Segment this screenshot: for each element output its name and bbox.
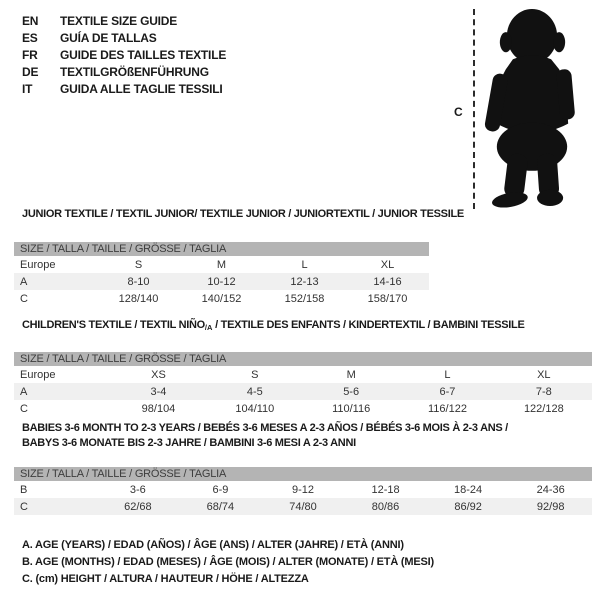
language-code: ES xyxy=(22,31,38,45)
language-label: GUIDA ALLE TAGLIE TESSILI xyxy=(60,82,223,96)
standing-toddler-silhouette-icon xyxy=(478,5,590,211)
table-title-text: JUNIOR TEXTILE / TEXTIL JUNIOR/ TEXTILE JUNIOR / JUNIORTEXTIL / JUNIOR TESSILE xyxy=(22,208,464,220)
height-measure-dashed-line xyxy=(473,9,475,209)
size-table xyxy=(14,467,592,515)
cell-value: 104/110 xyxy=(235,402,275,415)
cell-value: 80/86 xyxy=(371,500,400,513)
table-row xyxy=(14,498,592,515)
size-table-section-3 xyxy=(14,421,592,515)
row-label: C xyxy=(20,500,28,513)
table-row xyxy=(14,400,592,417)
cell-value: 86/92 xyxy=(454,500,482,513)
cell-value: L xyxy=(444,368,451,381)
table-row xyxy=(14,290,429,307)
cell-value: 110/116 xyxy=(332,402,371,415)
table-title-line xyxy=(22,207,464,222)
language-code: DE xyxy=(22,65,39,79)
cell-value: 152/158 xyxy=(284,292,325,305)
cell-value: 62/68 xyxy=(124,500,152,513)
table-title-line xyxy=(22,436,592,451)
row-label: A xyxy=(20,275,28,288)
legend-line: A. AGE (YEARS) / EDAD (AÑOS) / ÂGE (ANS) / ALTER (JAHRE) / ETÀ (ANNI) xyxy=(22,539,404,551)
language-code: EN xyxy=(22,14,39,28)
cell-value: 116/122 xyxy=(428,402,467,415)
table-title-text: /A xyxy=(204,323,213,332)
cell-value: 158/170 xyxy=(367,292,408,305)
cell-value: 12-13 xyxy=(290,275,319,288)
height-measure-label: C xyxy=(454,105,463,119)
cell-value: M xyxy=(346,368,356,381)
size-header-bar: SIZE / TALLA / TAILLE / GRÖSSE / TAGLIA xyxy=(14,467,592,481)
language-row xyxy=(22,81,226,98)
table-title-line xyxy=(22,318,592,335)
cell-value: XL xyxy=(537,368,551,381)
cell-value: 92/98 xyxy=(536,500,565,513)
cell-value: 12-18 xyxy=(371,483,400,496)
size-table xyxy=(14,352,592,417)
table-row xyxy=(14,383,592,400)
row-label: A xyxy=(20,385,28,398)
row-label: B xyxy=(20,483,28,496)
cell-value: 7-8 xyxy=(535,385,552,398)
cell-value: 128/140 xyxy=(118,292,159,305)
cell-value: L xyxy=(301,258,308,271)
table-title xyxy=(14,207,464,222)
table-title-text: CHILDREN'S TEXTILE / TEXTIL NIÑO xyxy=(22,319,205,331)
figure-area xyxy=(450,5,595,215)
language-list xyxy=(22,13,226,98)
size-header-bar: SIZE / TALLA / TAILLE / GRÖSSE / TAGLIA xyxy=(14,352,592,366)
size-table xyxy=(14,242,429,307)
row-label: Europe xyxy=(20,368,56,381)
language-label: TEXTILE SIZE GUIDE xyxy=(60,14,178,28)
measurement-legend xyxy=(22,537,434,588)
language-row xyxy=(22,30,226,47)
language-code: IT xyxy=(22,82,33,96)
cell-value: 3-4 xyxy=(150,385,167,398)
table-row xyxy=(14,273,429,290)
cell-value: 5-6 xyxy=(343,385,360,398)
table-row xyxy=(14,366,592,383)
cell-value: 122/128 xyxy=(523,402,564,415)
language-code: FR xyxy=(22,48,38,62)
legend-line: B. AGE (MONTHS) / EDAD (MESES) / ÂGE (MOIS) / ALTER (MONATE) / ETÀ (MESI) xyxy=(22,556,434,568)
size-header-bar: SIZE / TALLA / TAILLE / GRÖSSE / TAGLIA xyxy=(14,242,429,256)
cell-value: 14-16 xyxy=(373,275,402,288)
language-row xyxy=(22,47,226,64)
row-label: C xyxy=(20,402,28,415)
cell-value: 10-12 xyxy=(207,275,236,288)
language-label: TEXTILGRÖßENFÜHRUNG xyxy=(60,65,209,79)
cell-value: XS xyxy=(151,368,166,381)
cell-value: 140/152 xyxy=(201,292,242,305)
table-title-text: / TEXTILE DES ENFANTS / KINDERTEXTIL / BAMBINI TESSILE xyxy=(212,319,525,331)
cell-value: 68/74 xyxy=(206,500,235,513)
cell-value: XL xyxy=(380,258,395,271)
cell-value: 98/104 xyxy=(141,402,176,415)
cell-value: 18-24 xyxy=(454,483,483,496)
row-label: C xyxy=(20,292,28,305)
size-table-section-1 xyxy=(14,207,464,307)
table-title-text: BABYS 3-6 MONATE BIS 2-3 JAHRE / BAMBINI 3-6 MESI A 2-3 ANNI xyxy=(22,437,356,449)
cell-value: 6-7 xyxy=(439,385,456,398)
legend-line: C. (cm) HEIGHT / ALTURA / HAUTEUR / HÖHE / ALTEZZA xyxy=(22,573,309,585)
table-title xyxy=(14,318,592,335)
cell-value: 6-9 xyxy=(212,483,229,496)
language-row xyxy=(22,64,226,81)
table-row xyxy=(14,256,429,273)
cell-value: 9-12 xyxy=(291,483,314,496)
table-title-text: BABIES 3-6 MONTH TO 2-3 YEARS / BEBÉS 3-6 MESES A 2-3 AÑOS / BÉBÉS 3-6 MOIS À 2-3 ANS / xyxy=(22,422,508,434)
cell-value: 74/80 xyxy=(289,500,317,513)
cell-value: S xyxy=(251,368,259,381)
language-label: GUIDE DES TAILLES TEXTILE xyxy=(60,48,227,62)
cell-value: S xyxy=(134,258,143,271)
language-label: GUÍA DE TALLAS xyxy=(60,31,157,45)
cell-value: 24-36 xyxy=(536,483,565,496)
cell-value: 4-5 xyxy=(246,385,263,398)
language-row xyxy=(22,13,226,30)
row-label: Europe xyxy=(20,258,56,271)
size-table-section-2 xyxy=(14,318,592,417)
table-title-line xyxy=(22,421,592,436)
table-title xyxy=(14,421,592,451)
cell-value: 3-6 xyxy=(129,483,146,496)
table-row xyxy=(14,481,592,498)
cell-value: M xyxy=(216,258,227,271)
cell-value: 8-10 xyxy=(127,275,150,288)
